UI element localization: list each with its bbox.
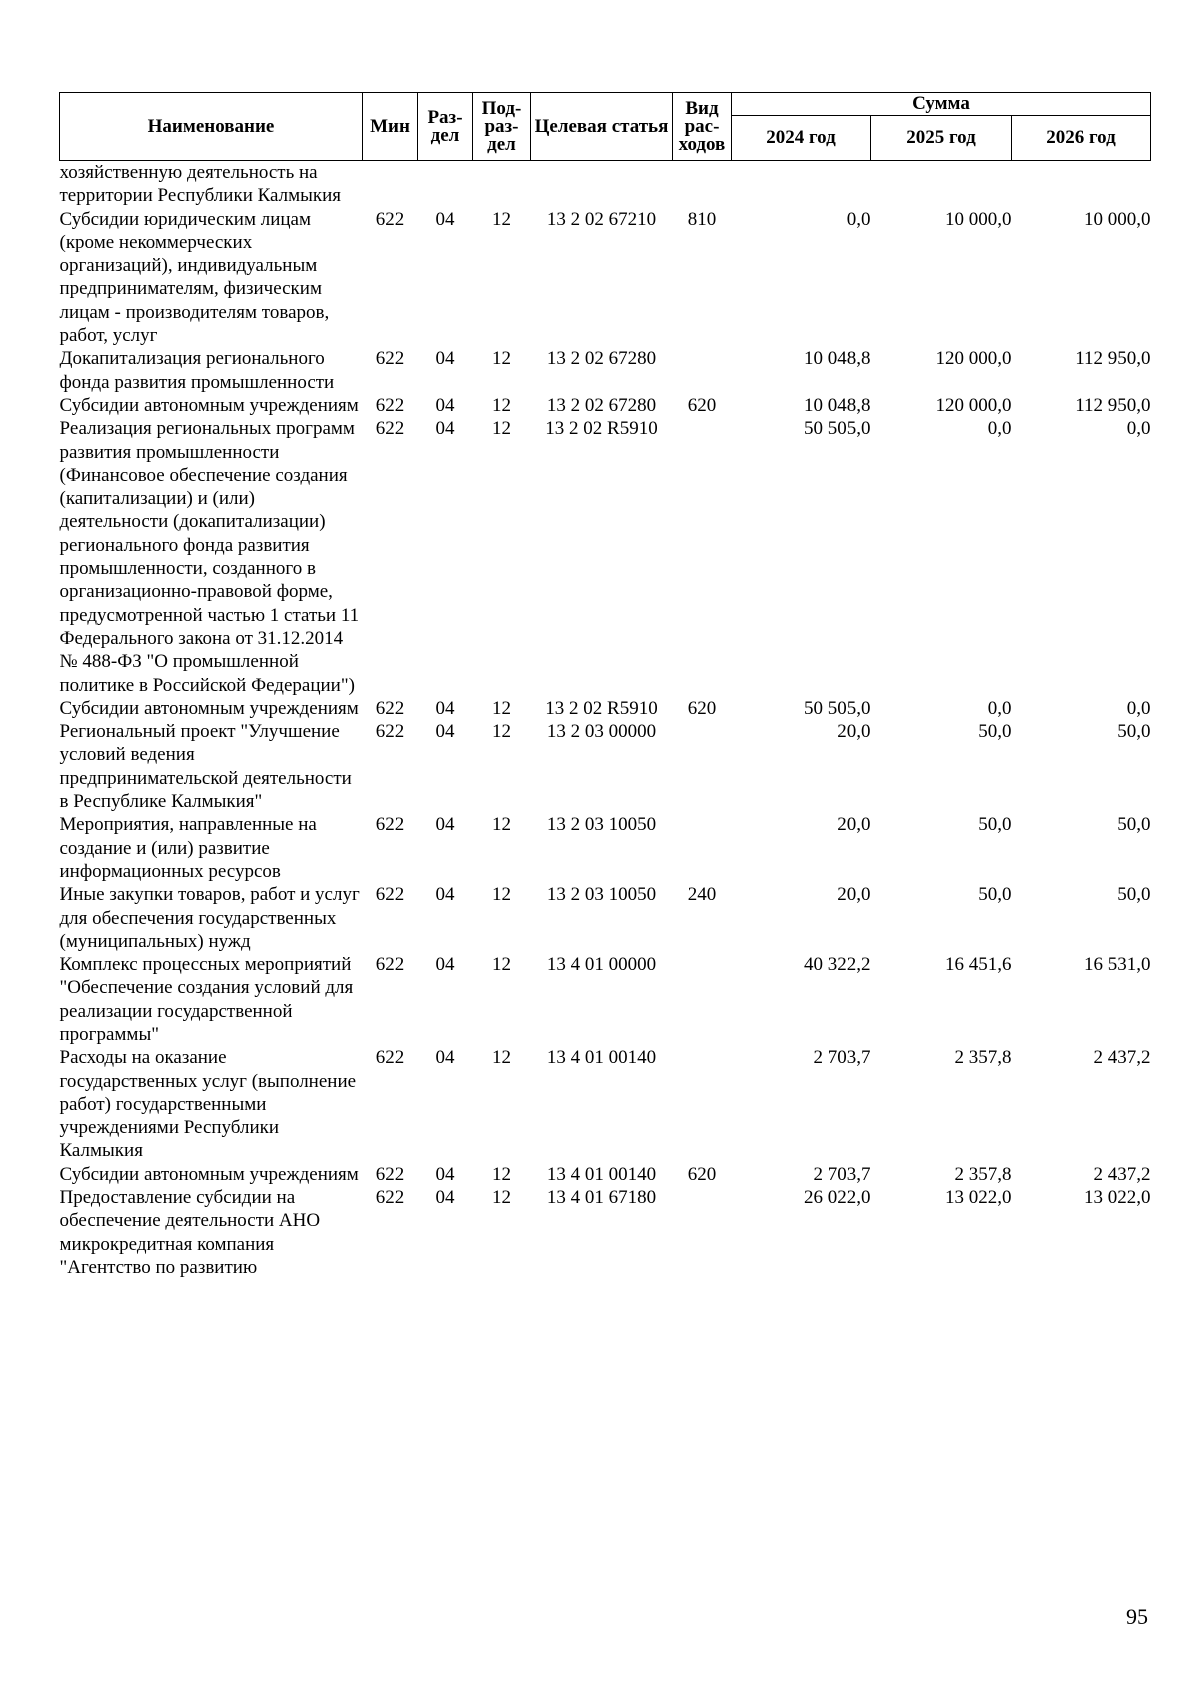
row-sum-2025: 0,0 [987,418,1012,440]
row-vr: 620 [687,394,717,416]
row-vr [673,813,732,883]
table-body [60,161,1151,1280]
row-podrazdel: 12 [492,1047,511,1069]
row-sum-2025: 0,0 [987,697,1012,719]
row-csr: 13 4 01 00000 [546,954,657,976]
row-min [363,161,418,208]
row-podrazdel: 12 [492,814,511,836]
row-csr: 13 4 01 67180 [546,1187,657,1209]
row-name: Комплекс процессных мероприятий "Обеспечение создания условий для реализации государственной программы" [59,954,354,1045]
row-sum-2024 [732,161,871,208]
budget-table [59,92,1151,1279]
header-sum: Сумма [732,93,1151,116]
row-csr: 13 2 03 10050 [546,884,657,906]
row-min: 622 [375,208,405,230]
row-sum-2026: 2 437,2 [1093,1047,1151,1069]
table-row [60,953,1151,1046]
row-name: Расходы на оказание государственных услуг (выполнение работ) государственными учреждениями Республики Калмыкия [59,1047,357,1162]
header-razdel: Раз-дел [418,93,473,161]
row-name: Субсидии юридическим лицам (кроме некоммерческих организаций), индивидуальным предпринимателям, физическим лицам - производителям товаров, работ, услуг [59,208,330,347]
row-sum-2025 [871,161,1012,208]
row-sum-2026: 50,0 [1117,884,1151,906]
row-sum-2024: 50 505,0 [804,697,871,719]
table-row [60,883,1151,953]
row-sum-2026 [1012,161,1151,208]
row-sum-2025: 50,0 [978,721,1012,743]
row-min: 622 [375,394,405,416]
row-csr: 13 2 02 67280 [546,394,657,416]
row-podrazdel: 12 [492,1163,511,1185]
row-csr: 13 4 01 00140 [546,1047,657,1069]
row-sum-2026: 112 950,0 [1075,394,1151,416]
row-razdel: 04 [435,394,455,416]
row-sum-2026: 50,0 [1117,721,1151,743]
row-razdel: 04 [435,1187,455,1209]
row-min: 622 [375,814,405,836]
row-sum-2026: 10 000,0 [1084,208,1151,230]
row-vr [673,1046,732,1162]
table-row [60,394,1151,417]
row-name: Докапитализация регионального фонда развития промышленности [59,348,335,393]
row-sum-2024: 2 703,7 [813,1163,871,1185]
row-razdel: 04 [435,954,455,976]
row-sum-2025: 2 357,8 [954,1163,1012,1185]
row-csr [531,161,673,208]
row-csr: 13 4 01 00140 [546,1163,657,1185]
row-min: 622 [375,697,405,719]
row-csr: 13 2 02 67280 [546,348,657,370]
row-sum-2025: 2 357,8 [954,1047,1012,1069]
row-name: Мероприятия, направленные на создание и (или) развитие информационных ресурсов [59,814,317,882]
row-min: 622 [375,1163,405,1185]
row-sum-2025: 50,0 [978,814,1012,836]
row-sum-2026: 16 531,0 [1084,954,1151,976]
row-sum-2026: 13 022,0 [1084,1187,1151,1209]
table-row [60,417,1151,697]
row-name: Региональный проект "Улучшение условий ведения предпринимательской деятельности в Республике Калмыкия" [59,721,352,813]
row-sum-2024: 0,0 [846,208,871,230]
row-sum-2025: 16 451,6 [945,954,1012,976]
page-number: 95 [1126,1604,1148,1629]
row-vr [673,953,732,1046]
row-vr [673,347,732,394]
table-row [60,1046,1151,1162]
header-podrazdel: Под-раз-дел [473,93,531,161]
row-podrazdel: 12 [492,1187,511,1209]
table-row [60,813,1151,883]
table-row [60,347,1151,394]
row-sum-2024: 26 022,0 [804,1187,871,1209]
row-sum-2025: 13 022,0 [945,1187,1012,1209]
row-sum-2026: 50,0 [1117,814,1151,836]
row-razdel: 04 [435,697,455,719]
row-razdel: 04 [435,208,455,230]
row-podrazdel: 12 [492,884,511,906]
row-sum-2024: 20,0 [837,814,871,836]
row-sum-2025: 50,0 [978,884,1012,906]
row-podrazdel: 12 [492,348,511,370]
row-name: Субсидии автономным учреждениям [59,394,359,416]
row-podrazdel: 12 [492,697,511,719]
row-sum-2025: 10 000,0 [945,208,1012,230]
row-vr [673,1186,732,1279]
row-csr: 13 2 02 R5910 [545,697,658,719]
row-csr: 13 2 03 00000 [546,721,657,743]
row-name: Реализация региональных программ развития промышленности (Финансовое обеспечение создания (капитализации) и (или) деятельности (докапитализации) регионального фонда развития промышленности, созданного в организационно-правовой форме, предусмотренной частью 1 статьи 11 Федерального закона от 31.12.2014 № 488-ФЗ "О промышленной политике в Российской Федерации") [59,418,360,696]
row-sum-2024: 20,0 [837,721,871,743]
header-2024: 2024 год [732,116,871,161]
row-razdel: 04 [435,1047,455,1069]
row-razdel: 04 [435,418,455,440]
row-podrazdel: 12 [492,394,511,416]
row-razdel: 04 [435,1163,455,1185]
row-podrazdel [473,161,531,208]
row-podrazdel: 12 [492,418,511,440]
row-podrazdel: 12 [492,208,511,230]
header-name: Наименование [60,93,363,161]
header-csr: Целевая статья [531,93,673,161]
row-csr: 13 2 02 R5910 [545,418,658,440]
table-row [60,1186,1151,1279]
row-min: 622 [375,418,405,440]
row-sum-2026: 2 437,2 [1093,1163,1151,1185]
row-csr: 13 2 03 10050 [546,814,657,836]
row-vr: 240 [687,884,717,906]
row-csr: 13 2 02 67210 [546,208,657,230]
row-name: Иные закупки товаров, работ и услуг для обеспечения государственных (муниципальных) нужд [59,884,360,952]
header-min: Мин [363,93,418,161]
table-header [60,93,1151,161]
table-row [60,208,1151,348]
row-vr [673,720,732,813]
row-min: 622 [375,721,405,743]
row-name: Субсидии автономным учреждениям [59,1163,359,1185]
row-sum-2024: 50 505,0 [804,418,871,440]
table-row [60,161,1151,208]
row-razdel: 04 [435,884,455,906]
row-sum-2024: 20,0 [837,884,871,906]
row-sum-2026: 0,0 [1126,697,1151,719]
row-vr [673,161,732,208]
row-name: хозяйственную деятельность на территории Республики Калмыкия [59,162,342,207]
row-min: 622 [375,1047,405,1069]
row-razdel: 04 [435,348,455,370]
row-razdel [418,161,473,208]
row-sum-2024: 40 322,2 [804,954,871,976]
table-row [60,1163,1151,1186]
row-sum-2024: 10 048,8 [804,348,871,370]
row-name: Субсидии автономным учреждениям [59,697,359,719]
table-row [60,720,1151,813]
row-vr [673,417,732,697]
table-row [60,697,1151,720]
row-min: 622 [375,348,405,370]
row-podrazdel: 12 [492,721,511,743]
row-name: Предоставление субсидии на обеспечение деятельности АНО микрокредитная компания "Агентство по развитию [59,1187,321,1278]
row-min: 622 [375,954,405,976]
row-vr: 620 [687,697,717,719]
row-sum-2025: 120 000,0 [935,348,1012,370]
row-razdel: 04 [435,721,455,743]
row-sum-2026: 0,0 [1126,418,1151,440]
row-sum-2024: 2 703,7 [813,1047,871,1069]
row-sum-2025: 120 000,0 [935,394,1012,416]
header-vr: Вид рас-ходов [673,93,732,161]
row-sum-2024: 10 048,8 [804,394,871,416]
row-podrazdel: 12 [492,954,511,976]
header-2025: 2025 год [871,116,1012,161]
header-2026: 2026 год [1012,116,1151,161]
row-min: 622 [375,884,405,906]
row-vr: 620 [687,1163,717,1185]
row-vr: 810 [687,208,717,230]
row-sum-2026: 112 950,0 [1075,348,1151,370]
row-min: 622 [375,1187,405,1209]
row-razdel: 04 [435,814,455,836]
